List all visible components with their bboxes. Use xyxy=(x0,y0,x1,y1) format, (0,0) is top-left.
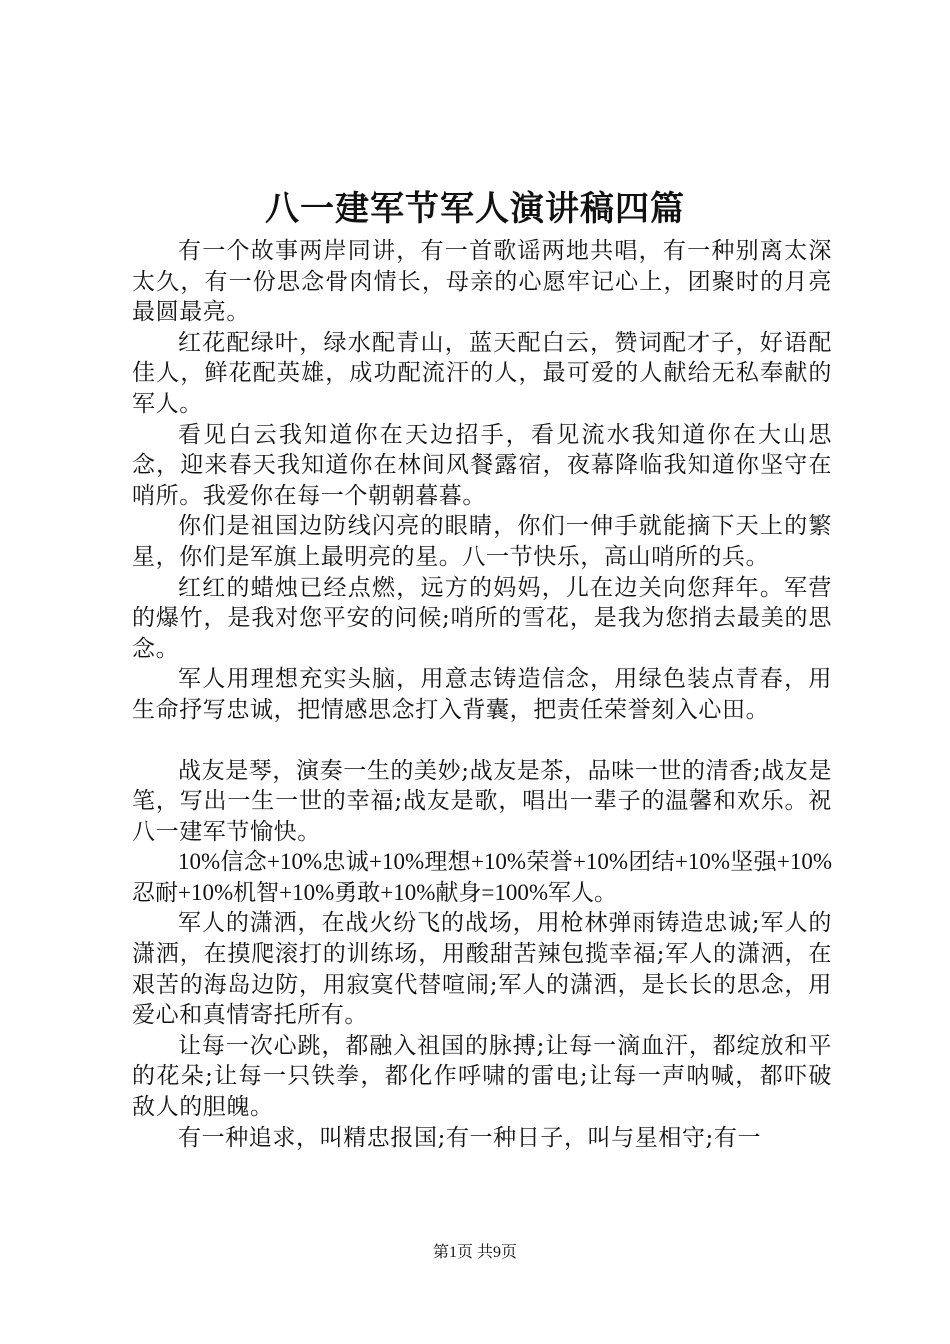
paragraph: 红花配绿叶，绿水配青山，蓝天配白云，赞词配才子，好语配佳人，鲜花配英雄，成功配流汗的人，最可爱的人献给无私奉献的军人。 xyxy=(132,329,832,417)
paragraph: 战友是琴，演奏一生的美妙;战友是茶，品味一世的清香;战友是笔，写出一生一世的幸福;战友是歌，唱出一辈子的温馨和欢乐。祝八一建军节愉快。 xyxy=(132,757,832,845)
paragraph: 让每一次心跳，都融入祖国的脉搏;让每一滴血汗，都绽放和平的花朵;让每一只铁拳，都化作呼啸的雷电;让每一声呐喊，都吓破敌人的胆魄。 xyxy=(132,1032,832,1121)
paragraph: 看见白云我知道你在天边招手，看见流水我知道你在大山思念，迎来春天我知道你在林间风餐露宿，夜幕降临我知道你坚守在哨所。我爱你在每一个朝朝暮暮。 xyxy=(132,421,832,509)
document-title: 八一建军节军人演讲稿四篇 xyxy=(265,189,685,229)
document-body xyxy=(132,236,832,1153)
paragraph: 红红的蜡烛已经点燃，远方的妈妈，儿在边关向您拜年。军营的爆竹，是我对您平安的问候;哨所的雪花，是我为您捎去最美的思念。 xyxy=(132,574,832,662)
paragraph: 有一个故事两岸同讲，有一首歌谣两地共唱，有一种别离太深太久，有一份思念骨肉情长，母亲的心愿牢记心上，团聚时的月亮最圆最亮。 xyxy=(132,238,832,326)
paragraph: 10%信念+10%忠诚+10%理想+10%荣誉+10%团结+10%坚强+10%忍耐+10%机智+10%勇敢+10%献身=100%军人。 xyxy=(132,849,832,905)
paragraph: 有一种追求，叫精忠报国;有一种日子，叫与星相守;有一 xyxy=(178,1124,762,1151)
paragraph: 军人的潇洒，在战火纷飞的战场，用枪林弹雨铸造忠诚;军人的潇洒，在摸爬滚打的训练场，用酸甜苦辣包揽幸福;军人的潇洒，在艰苦的海岛边防，用寂寞代替喧闹;军人的潇洒，是长长的思念，用爱心和真情寄托所有。 xyxy=(132,910,832,1029)
paragraph: 你们是祖国边防线闪亮的眼睛，你们一伸手就能摘下天上的繁星，你们是军旗上最明亮的星。八一节快乐，高山哨所的兵。 xyxy=(132,513,832,570)
page-number-footer: 第1页 共9页 xyxy=(432,1244,517,1261)
paragraph: 军人用理想充实头脑，用意志铸造信念，用绿色装点青春，用生命抒写忠诚，把情感思念打入背囊，把责任荣誉刻入心田。 xyxy=(132,666,832,723)
